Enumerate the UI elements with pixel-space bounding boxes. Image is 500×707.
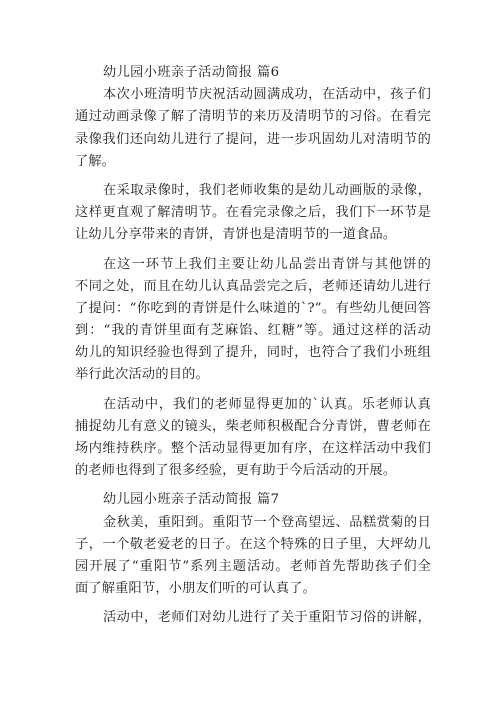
text-line: 捕捉幼儿有意义的镜头，柴老师积极配合分青饼，曹老师在: [75, 418, 431, 434]
text-line: 场内维持秩序。整个活动显得更加有序，在这样活动中我们: [75, 441, 431, 456]
paragraph: [75, 512, 431, 601]
section-heading: 幼儿园小班亲子活动简报 篇7: [103, 492, 280, 508]
text-line: 让幼儿分享带来的青饼，青饼也是清明节的一道食品。: [75, 227, 397, 243]
text-line: 金秋美，重阳到。重阳节一个登高望远、品糕赏菊的日: [103, 514, 431, 530]
text-line: 举行此次活动的目的。: [75, 367, 209, 383]
text-line: 通过动画录像了解了清明节的来历及清明节的习俗。在看完: [75, 109, 431, 125]
text-line: 面了解重阳节，小朋友们听的可认真了。: [75, 581, 316, 597]
text-line: 在这一环节上我们主要让幼儿品尝出青饼与其他饼的: [103, 256, 431, 272]
text-line: 幼儿的知识经验也得到了提升，同时，也符合了我们小班组: [75, 345, 431, 361]
paragraph: [75, 254, 431, 387]
paragraph: [75, 394, 431, 483]
text-line: 的老师也得到了很多经验，更有助于今后活动的开展。: [75, 463, 397, 479]
text-line: 这样更直观了解清明节。在看完录像之后，我们下一环节是: [75, 205, 431, 221]
paragraph: [75, 607, 431, 629]
paragraph: [75, 180, 431, 247]
text-line: 本次小班清明节庆祝活动圆满成功，在活动中，孩子们: [103, 87, 431, 103]
text-line: 子，一个敬老爱老的日子。在这个特殊的日子里，大坪幼儿: [75, 536, 431, 552]
text-line: 了提问：“你吃到的青饼是什么味道的`?”。有些幼儿便回答: [75, 300, 431, 316]
paragraph: [75, 84, 431, 173]
text-line: 在活动中，我们的老师显得更加的`认真。乐老师认真: [103, 396, 431, 412]
text-line: 录像我们还向幼儿进行了提问，进一步巩固幼儿对清明节的: [75, 131, 431, 147]
text-line: 到：“我的青饼里面有芝麻馅、红糖”等。通过这样的活动: [75, 323, 431, 339]
text-line: 在采取录像时，我们老师收集的是幼儿动画版的录像，: [103, 182, 431, 198]
document-body: [75, 62, 431, 630]
text-line: 不同之处，而且在幼儿认真品尝完之后，老师还请幼儿进行: [75, 278, 431, 294]
text-line: 园开展了“重阳节”系列主题活动。老师首先帮助孩子们全: [75, 558, 431, 574]
text-line: 活动中，老师们对幼儿进行了关于重阳节习俗的讲解，: [103, 610, 431, 626]
section-heading: 幼儿园小班亲子活动简报 篇6: [103, 65, 280, 80]
text-line: 了解。: [75, 153, 116, 169]
